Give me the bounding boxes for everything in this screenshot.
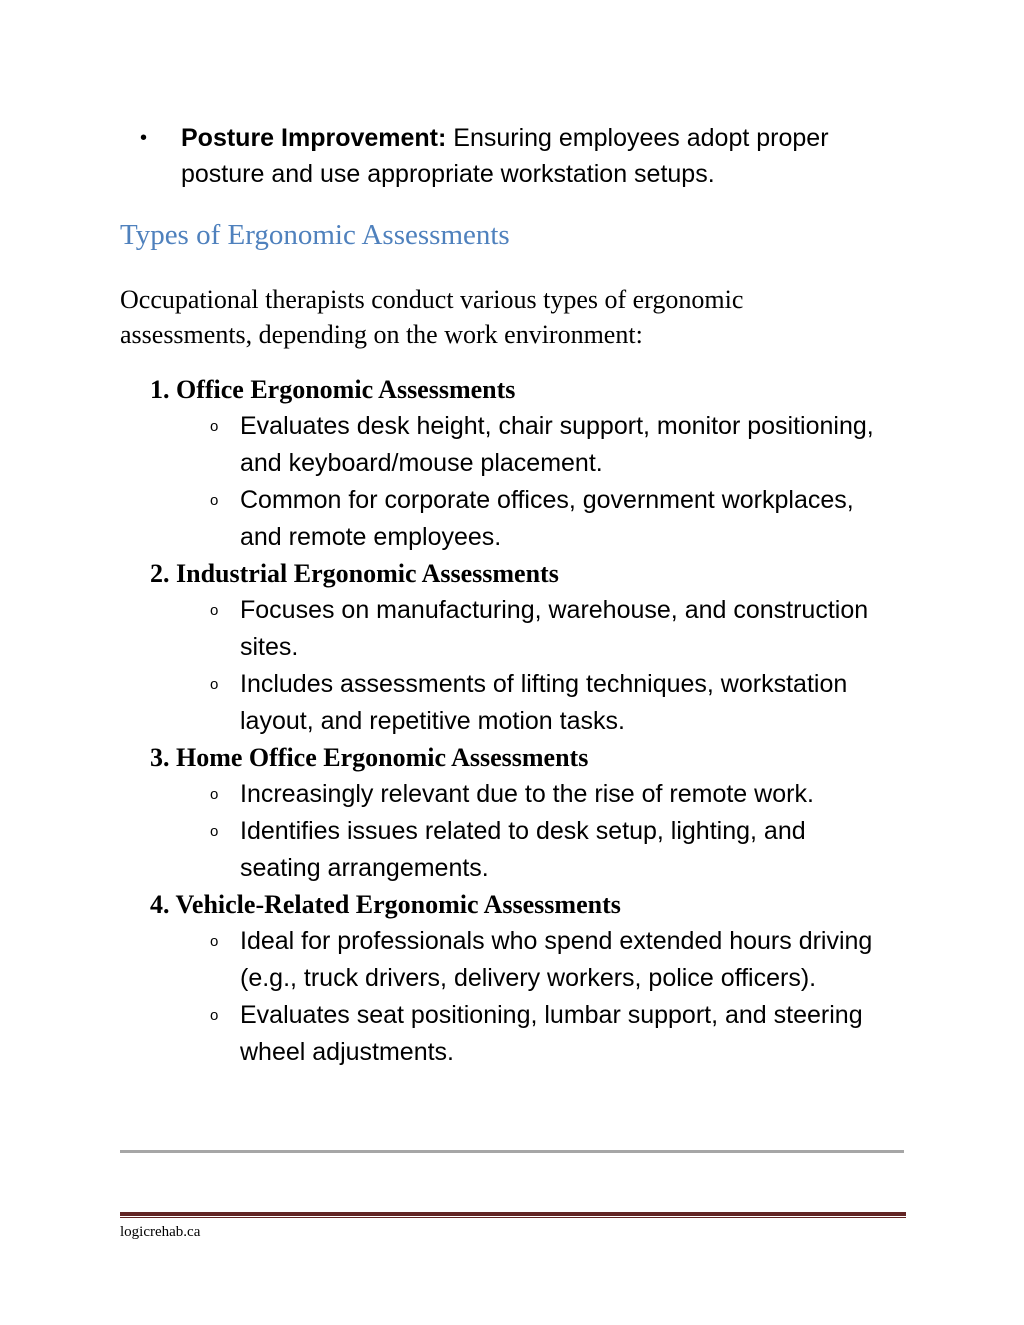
posture-improvement-text <box>181 120 900 192</box>
section-heading: Types of Ergonomic Assessments <box>120 219 510 251</box>
circle-bullet-icon: o <box>210 933 219 950</box>
circle-bullet-icon: o <box>210 492 219 509</box>
circle-bullet-icon: o <box>210 823 219 840</box>
posture-improvement-bullet <box>120 120 900 192</box>
list-item-text: Increasingly relevant due to the rise of remote work. <box>240 780 814 808</box>
list-item-text: Common for corporate offices, government workplaces, and remote employees. <box>240 486 854 551</box>
list-item-text: Focuses on manufacturing, warehouse, and construction sites. <box>240 596 869 661</box>
footer-rule-thin <box>120 1217 906 1218</box>
posture-improvement-description: Ensuring employees adopt proper posture and use appropriate workstation setups. <box>181 124 829 188</box>
list-item <box>150 592 890 666</box>
list-item-text: Includes assessments of lifting techniques, workstation layout, and repetitive motion tasks. <box>240 670 848 735</box>
assessment-vehicle <box>150 887 890 1071</box>
circle-bullet-icon: o <box>210 418 219 435</box>
circle-bullet-icon: o <box>210 676 219 693</box>
content-separator <box>120 1150 904 1153</box>
list-item <box>150 776 890 813</box>
assessment-office <box>150 372 890 556</box>
posture-improvement-label: Posture Improvement: <box>181 124 447 152</box>
list-item <box>150 813 890 887</box>
assessment-title: 2. Industrial Ergonomic Assessments <box>150 559 559 588</box>
assessment-title: 3. Home Office Ergonomic Assessments <box>150 743 589 772</box>
assessment-home-office <box>150 740 890 887</box>
list-item-text: Evaluates seat positioning, lumbar support, and steering wheel adjustments. <box>240 1001 863 1066</box>
list-item-text: Identifies issues related to desk setup, lighting, and seating arrangements. <box>240 817 806 882</box>
list-item-text: Evaluates desk height, chair support, monitor positioning, and keyboard/mouse placement. <box>240 412 874 477</box>
footer-website: logicrehab.ca <box>120 1224 201 1240</box>
list-item-text: Ideal for professionals who spend extended hours driving (e.g., truck drivers, delivery workers, police officers). <box>240 927 873 992</box>
assessment-industrial <box>150 556 890 740</box>
footer-rule-thick <box>120 1212 906 1216</box>
circle-bullet-icon: o <box>210 786 219 803</box>
assessment-title: 1. Office Ergonomic Assessments <box>150 375 516 404</box>
circle-bullet-icon: o <box>210 602 219 619</box>
assessment-title: 4. Vehicle-Related Ergonomic Assessments <box>150 890 621 919</box>
list-item <box>150 923 890 997</box>
list-item <box>150 482 890 556</box>
assessment-list <box>150 372 890 1071</box>
list-item <box>150 997 890 1071</box>
intro-paragraph: Occupational therapists conduct various types of ergonomic assessments, depending on the work environment: <box>120 285 744 349</box>
bullet-dot-icon: • <box>140 127 148 149</box>
circle-bullet-icon: o <box>210 1007 219 1024</box>
list-item <box>150 408 890 482</box>
list-item <box>150 666 890 740</box>
